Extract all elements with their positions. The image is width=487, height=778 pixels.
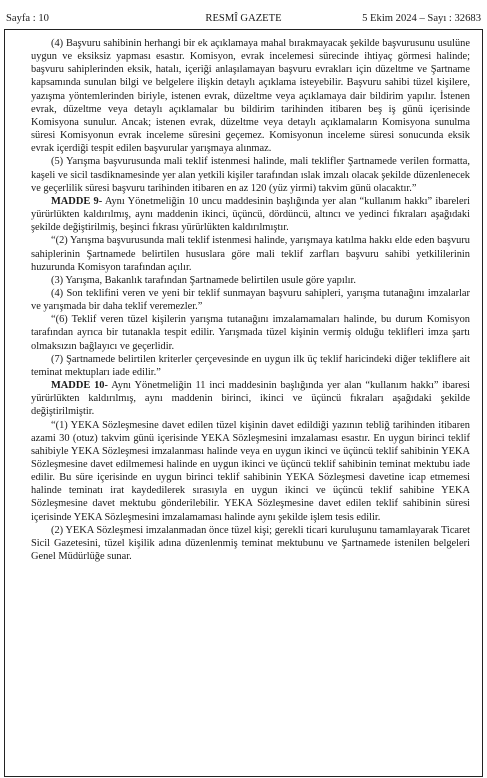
publication-title: RESMÎ GAZETE <box>205 13 282 24</box>
header-rule <box>4 29 483 30</box>
page-header <box>6 10 481 28</box>
paragraph-5: (5) Yarışma başvurusunda mali teklif istenmesi halinde, mali teklifler Şartnamede verilen formatta, kaşeli ve sicil tasdiknamesinde yer alan yetkili kişiler tarafından ıslak imzalı olacak şekilde düzenlenecek ve geçerlilik süresi başvuru tarihinden itibaren en az 120 (yüz yirmi) takvim günü olacaktır.” <box>31 156 470 194</box>
frame-right-border <box>482 29 483 776</box>
article-heading: MADDE 9- <box>51 195 103 207</box>
art9-paragraph-2: “(2) Yarışma başvurusunda mali teklif istenmesi halinde, yarışmaya katılma hakkı elde eden başvuru sahiplerinin Şartnamede belirtilen hususlara göre mali teklif zarfları başvuru sahibi yetkililerinin huzurunda Komisyon tarafından açılır. <box>31 235 470 273</box>
paragraph-4: (4) Başvuru sahibinin herhangi bir ek açıklamaya mahal bırakmayacak şekilde başvurusunu usulüne uygun ve eksiksiz yapması esastır. Komisyon, evrak incelemesi sürecinde ihtiyaç görmesi halinde; başvuru sahiplerinden eksik, hatalı, içeriği anlaşılamayan başvuru evrakları için düzeltme ve Şartname kapsamında sunulan bilgi ve belgelere ilişkin detaylı açıklama isteyebilir. Başvuru sahibi tüzel kişilere, yazışma yöntemlerinden biriyle, istenen evrak, düzeltme veya açıklamaya dair bildirim yapılır. İstenen evrak, düzeltme veya detaylı açıklamalar bu bildirim tarihinden itibaren beş iş günü içerisinde Komisyona sunulur. Ancak; istenen evrak, düzeltme veya detaylı açıklamaların Komisyona sunulma süresi Komisyonun evrak inceleme süresini geçemez. Komisyonun inceleme süresi sonucunda eksik evrak içerdiği tespit edilen başvurular yarışmaya alınmaz. <box>31 38 470 155</box>
art9-paragraph-7: (7) Şartnamede belirtilen kriterler çerçevesinde en uygun ilk üç teklif haricindeki diğer tekliflere ait teminat mektupları iade edilir.” <box>31 353 470 378</box>
page-number: Sayfa : 10 <box>6 13 49 24</box>
art9-paragraph-3: (3) Yarışma, Bakanlık tarafından Şartnamede belirtilen usule göre yapılır. <box>51 274 356 286</box>
footer-rule <box>4 776 483 777</box>
art9-paragraph-6: “(6) Teklif veren tüzel kişilerin yarışma tutanağını imzalamamaları halinde, bu durum Komisyon tarafından ayrıca bir tutanakla tespit edilir. Yarışmada tüzel kişinin vermiş olduğu teklifleri imza şartı olmaksızın bağlayıcı ve geçerlidir. <box>31 314 470 352</box>
art10-paragraph-2: (2) YEKA Sözleşmesi imzalanmadan önce tüzel kişi; gerekli ticari kuruluşunu tamamlayarak Ticaret Sicil Gazetesini, tüzel kişilik adına düzenlenmiş teminat mektubunu ve Şartnamede istenilen belgeleri Genel Müdürlüğe sunar. <box>31 524 470 563</box>
article-10: MADDE 10- Aynı Yönetmeliğin 11 inci maddesinin başlığında yer alan “kullanım hakkı” ibaresi yürürlükten kaldırılmış, aynı maddenin birinci, ikinci ve üçüncü fıkraları aşağıdaki şekilde değiştirilmiştir. <box>31 380 470 418</box>
frame-left-border <box>4 29 5 776</box>
document-body <box>31 37 470 563</box>
art9-paragraph-4: (4) Son teklifini veren ve yeni bir teklif sunmayan başvuru sahipleri, yarışma tutanağını imzalarlar ve yarışmada bir daha teklif veremezler.” <box>31 287 470 313</box>
article-heading: MADDE 10- <box>51 380 108 392</box>
date-issue: 5 Ekim 2024 – Sayı : 32683 <box>362 13 481 24</box>
art10-paragraph-1: “(1) YEKA Sözleşmesine davet edilen tüzel kişinin davet edildiği yazının tebliğ tarihinden itibaren azami 30 (otuz) takvim günü içerisinde YEKA Sözleşmesini imzalaması esastır. En uygun birinci teklif sahibiyle YEKA Sözleşmesi imzalanması halinde veya en uygun ikinci ve üçüncü teklif sahibinin YEKA Sözleşmesine davet edilmemesi halinde en uygun ikinci ve üçüncü teklif sahibinin teminat mektubu iade edilir. Bu süre içerisinde en uygun birinci teklif sahibinin YEKA Sözleşmesi davetine icap etmemesi halinde teminatı irat kaydedilerek sırasıyla en uygun ikinci ve üçüncü teklif sahibine YEKA Sözleşmesine davet mektubu gönderilebilir. YEKA Sözleşmesine davet edilen teklif sahibinin süresi içerisinde YEKA Sözleşmesini imzalamaması halinde aynı şekilde işlem tesis edilir. <box>31 419 470 523</box>
article-9: MADDE 9- Aynı Yönetmeliğin 10 uncu maddesinin başlığında yer alan “kullanım hakkı” ibareleri yürürlükten kaldırılmış, aynı maddenin ikinci, üçüncü, dördüncü, altıncı ve yedinci fıkraları aşağıdaki şekilde değiştirilmiş, beşinci fıkrası yürürlükten kaldırılmıştır. <box>31 195 470 234</box>
